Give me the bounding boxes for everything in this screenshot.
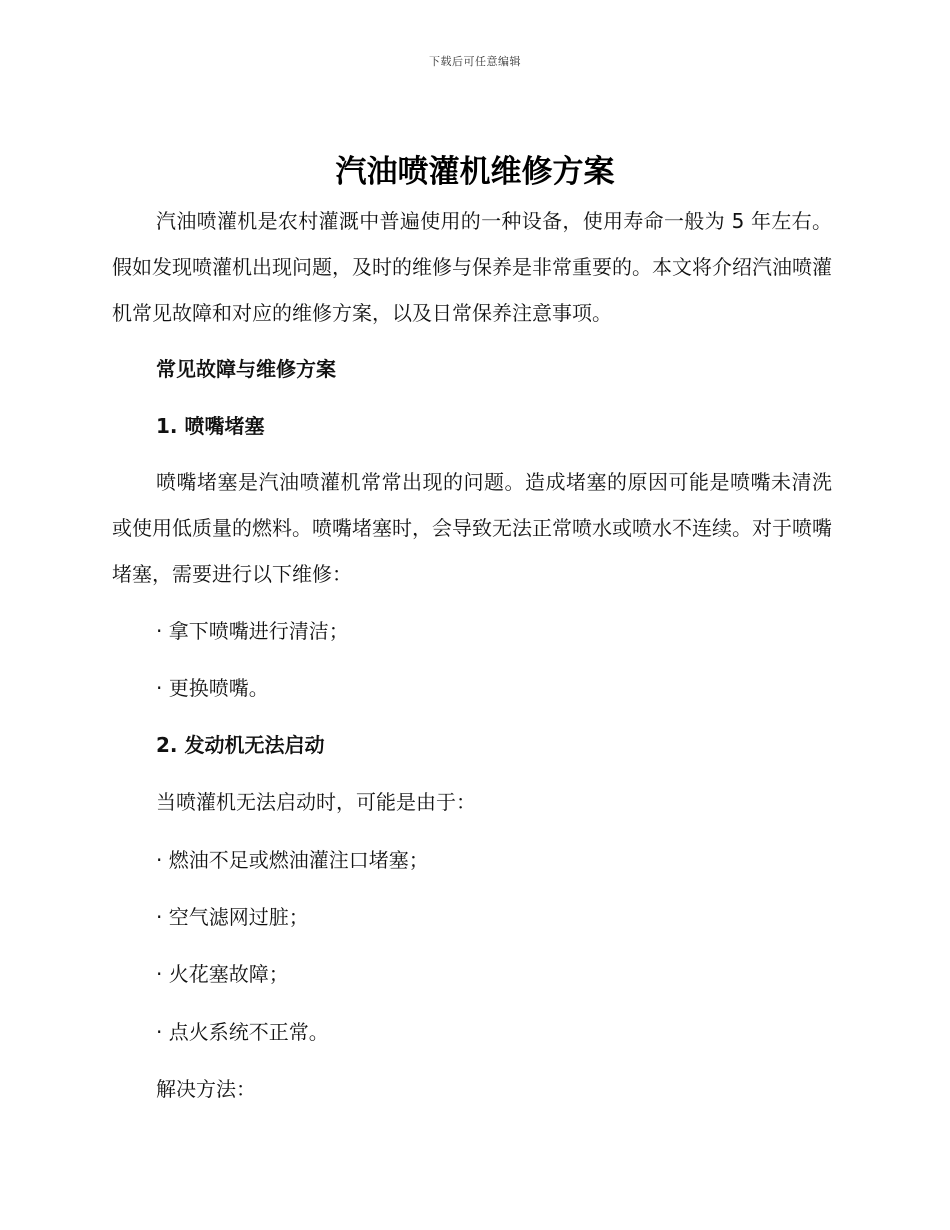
fault-2-item-spark-plug: · 火花塞故障； — [156, 962, 289, 986]
section-heading: 常见故障与维修方案 — [156, 357, 336, 381]
fault-2-item-air-filter: · 空气滤网过脏； — [156, 905, 309, 929]
fault-1-body: 喷嘴堵塞是汽油喷灌机常常出现的问题。造成堵塞的原因可能是喷嘴未清洗或使用低质量的燃料。喷嘴堵塞时，会导致无法正常喷水或喷水不连续。对于喷嘴堵塞，需要进行以下维修： — [112, 470, 832, 586]
fault-2-item-ignition: · 点火系统不正常。 — [156, 1020, 329, 1044]
document-title: 汽油喷灌机维修方案 — [335, 154, 615, 190]
fault-1-item-replace: · 更换喷嘴。 — [156, 676, 269, 700]
fault-1-heading: 1. 喷嘴堵塞 — [156, 414, 265, 438]
intro-paragraph: 汽油喷灌机是农村灌溉中普遍使用的一种设备，使用寿命一般为 5 年左右。假如发现喷灌机出现问题，及时的维修与保养是非常重要的。本文将介绍汽油喷灌机常见故障和对应的维修方案，以及日常保养注意事项。 — [112, 209, 832, 325]
fault-2-heading: 2. 发动机无法启动 — [156, 733, 325, 757]
fault-2-solution-label: 解决方法： — [156, 1077, 256, 1101]
fault-1-item-clean: · 拿下喷嘴进行清洁； — [156, 619, 349, 643]
header-note: 下载后可任意编辑 — [429, 55, 521, 68]
fault-2-item-fuel: · 燃油不足或燃油灌注口堵塞； — [156, 848, 429, 872]
fault-2-intro: 当喷灌机无法启动时，可能是由于： — [156, 790, 476, 814]
